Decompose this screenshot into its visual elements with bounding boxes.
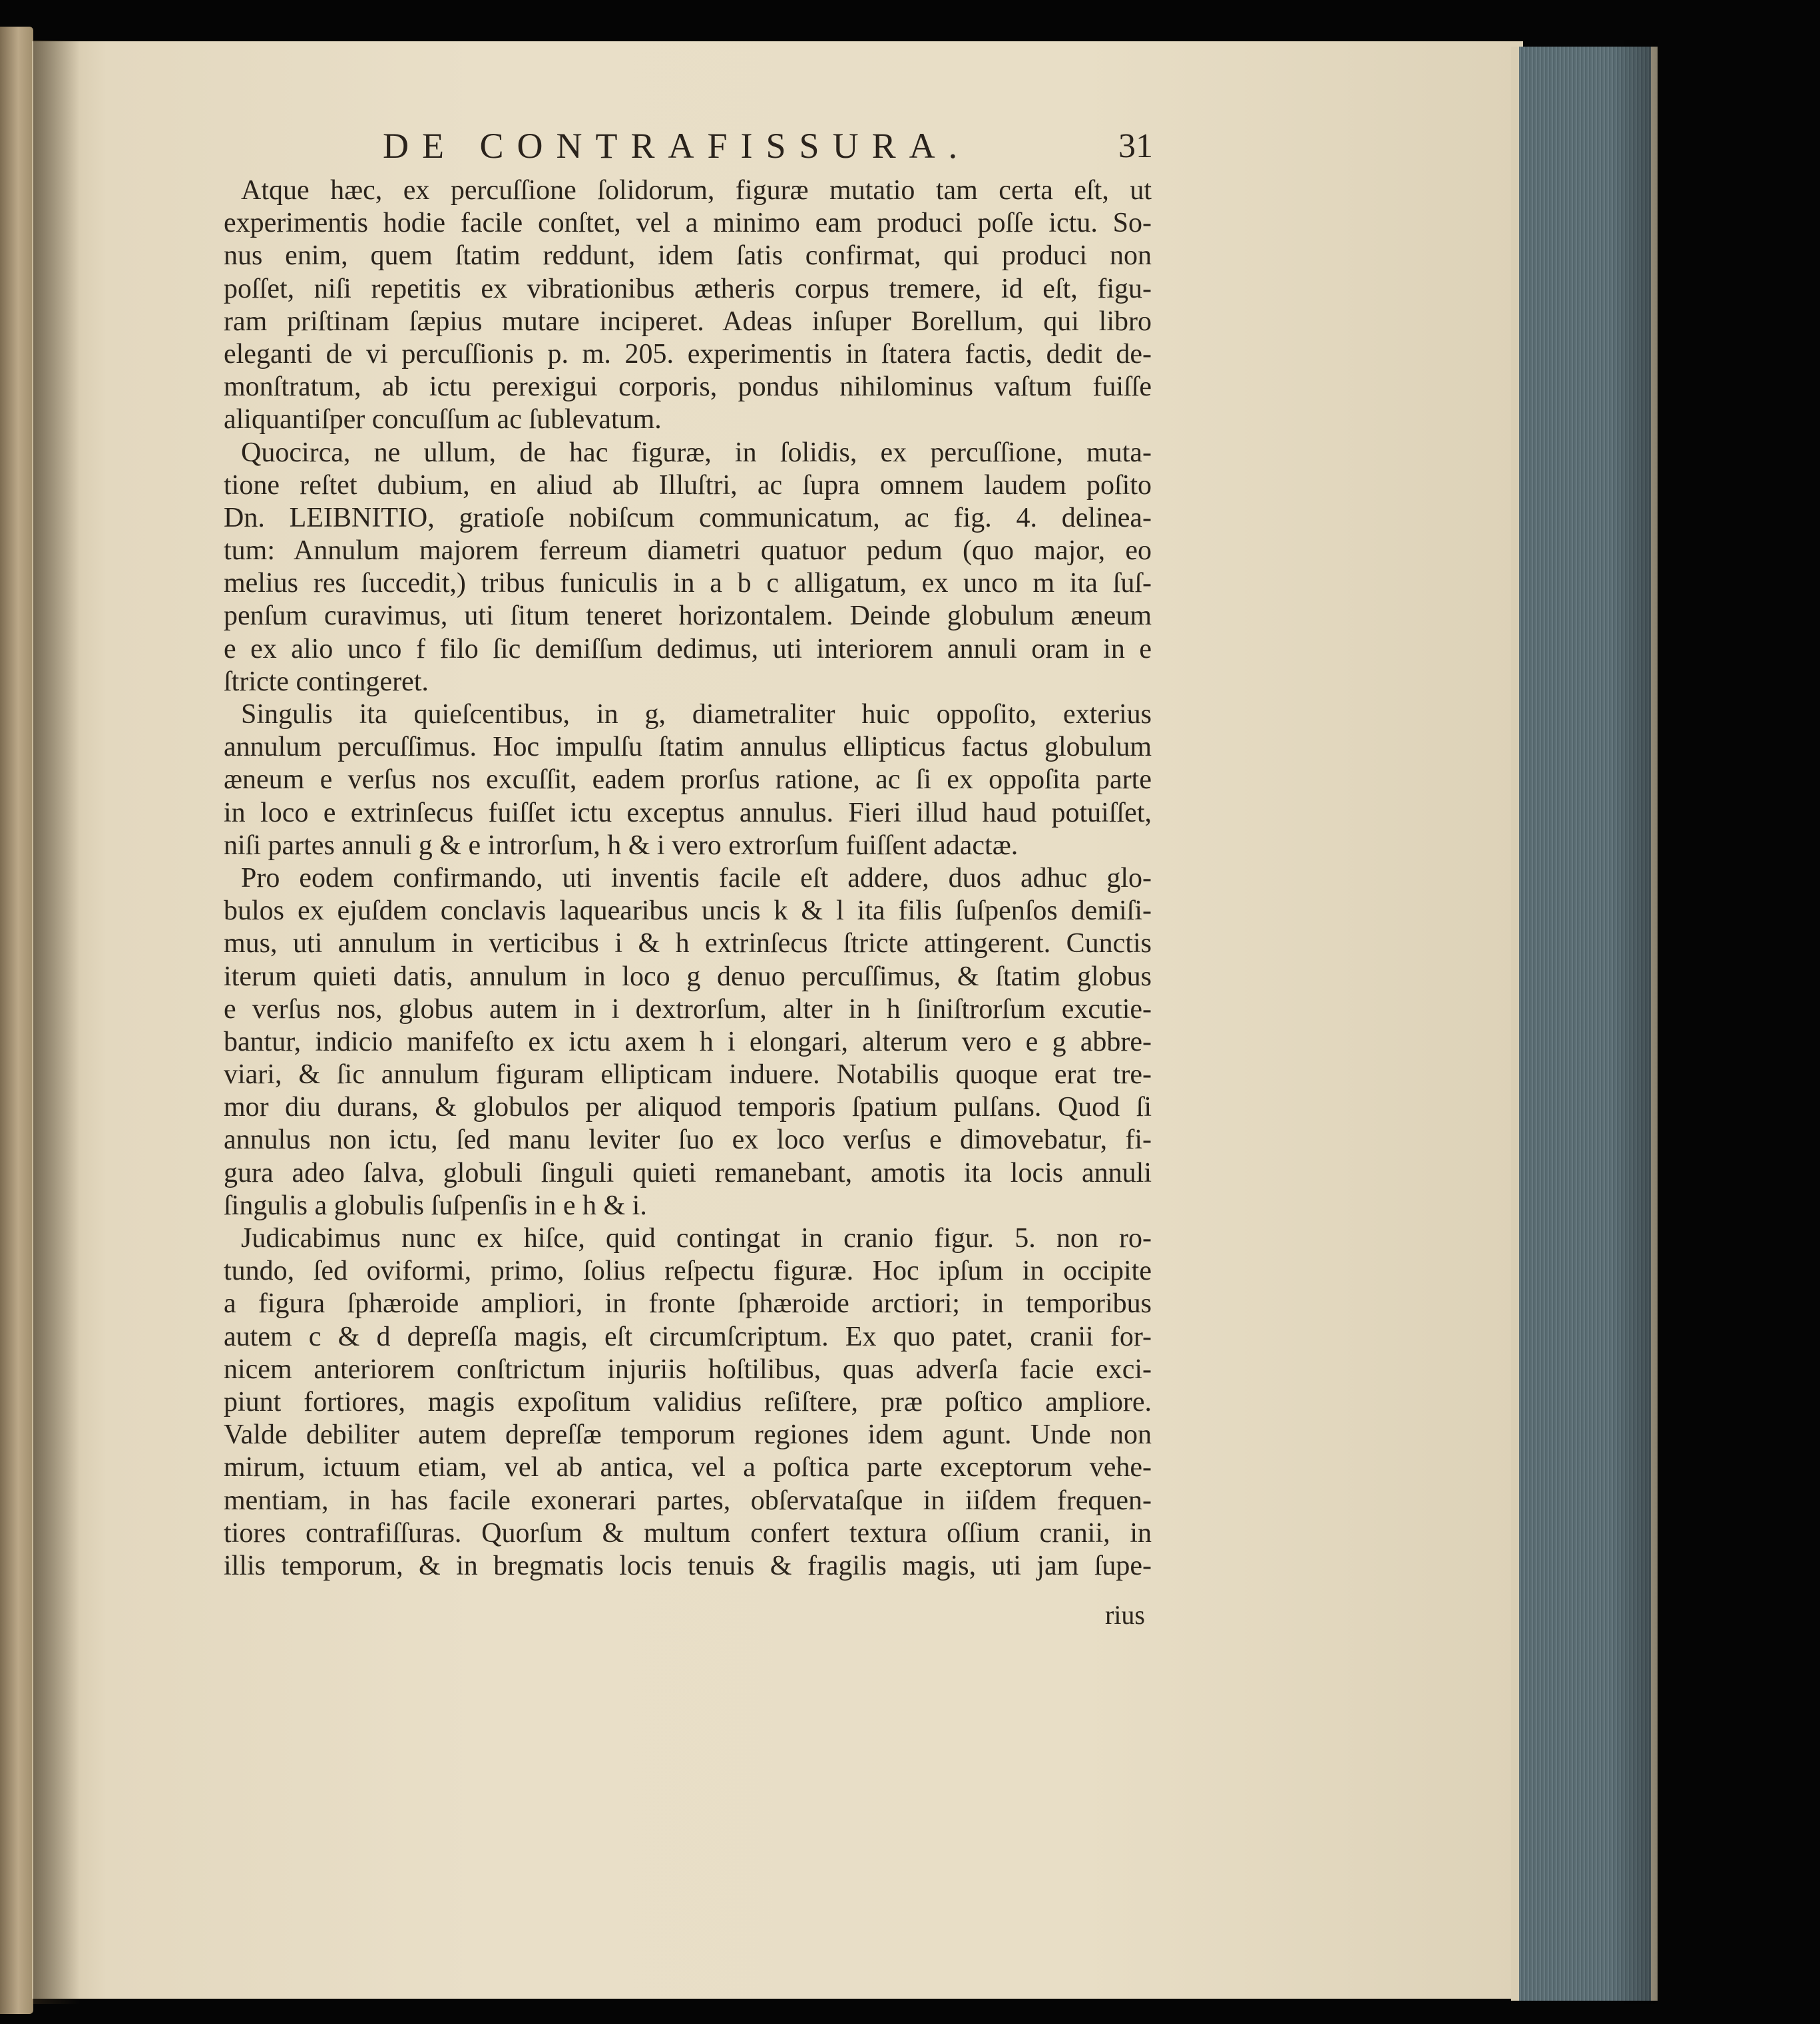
- page-number: 31: [1118, 127, 1153, 165]
- text-line: æneum e verſus nos excuſſit, eadem prorſus ratione, ac ſi ex oppoſita parte: [224, 764, 1152, 796]
- text-line: ſtricte contingeret.: [224, 666, 429, 697]
- text-line: tiores contrafiſſuras. Quorſum & multum confert textura oſſium cranii, in: [224, 1517, 1152, 1549]
- body-text: [224, 174, 1152, 1583]
- text-line: experimentis hodie facile conſtet, vel a minimo eam produci poſſe ictu. So-: [224, 208, 1152, 239]
- gutter-shadow: [33, 40, 80, 2004]
- edge-shadow: [1611, 40, 1658, 2004]
- text-line: poſſet, niſi repetitis ex vibrationibus ætheris corpus tremere, id eſt, figu-: [224, 273, 1152, 304]
- catchword: rius: [1105, 1600, 1145, 1630]
- text-line: mor diu durans, & globulos per aliquod temporis ſpatium pulſans. Quod ſi: [224, 1092, 1152, 1123]
- text-line: Dn. LEIBNITIO, gratioſe nobiſcum communicatum, ac fig. 4. delinea-: [224, 502, 1152, 533]
- text-line: ſingulis a globulis ſuſpenſis in e h & i.: [224, 1190, 647, 1221]
- text-line: nicem anteriorem conſtrictum injuriis hoſtilibus, quas adverſa facie exci-: [224, 1354, 1152, 1385]
- text-line: Atque hæc, ex percuſſione ſolidorum, figuræ mutatio tam certa eſt, ut: [241, 175, 1152, 206]
- text-line: penſum curavimus, uti ſitum teneret horizontalem. Deinde globulum æneum: [224, 601, 1152, 632]
- text-line: bulos ex ejuſdem conclavis laquearibus uncis k & l ita filis ſuſpenſos demiſi-: [224, 895, 1152, 927]
- left-page-edge: [0, 27, 33, 2014]
- text-line: in loco e extrinſecus fuiſſet ictu exceptus annulus. Fieri illud haud potuiſſet,: [224, 797, 1152, 828]
- text-line: Pro eodem confirmando, uti inventis facile eſt addere, duos adhuc glo-: [241, 862, 1152, 893]
- text-line: autem c & d depreſſa magis, eſt circumſcriptum. Ex quo patet, cranii for-: [224, 1321, 1152, 1352]
- text-line: eleganti de vi percuſſionis p. m. 205. experimentis in ſtatera factis, dedit de-: [224, 338, 1152, 370]
- text-line: Judicabimus nunc ex hiſce, quid contingat in cranio figur. 5. non ro-: [241, 1223, 1152, 1254]
- text-line: e verſus nos, globus autem in i dextrorſum, alter in h ſiniſtrorſum excutie-: [224, 993, 1152, 1025]
- text-line: melius res ſuccedit,) tribus funiculis in a b c alligatum, ex unco m ita ſuſ-: [224, 568, 1152, 599]
- text-line: monſtratum, ab ictu perexigui corporis, pondus nihilominus vaſtum fuiſſe: [224, 372, 1152, 403]
- text-line: ram priſtinam ſæpius mutare inciperet. Adeas inſuper Borellum, qui libro: [224, 306, 1152, 337]
- text-line: a figura ſphæroide ampliori, in fronte ſphæroide arctiori; in temporibus: [224, 1288, 1152, 1320]
- text-line: e ex alio unco f filo ſic demiſſum dedimus, uti interiorem annuli oram in e: [224, 633, 1152, 664]
- text-line: annulum percuſſimus. Hoc impulſu ſtatim annulus ellipticus factus globulum: [224, 732, 1152, 763]
- text-line: illis temporum, & in bregmatis locis tenuis & fragilis magis, uti jam ſupe-: [224, 1550, 1152, 1581]
- text-line: viari, & ſic annulum figuram ellipticam induere. Notabilis quoque erat tre-: [224, 1059, 1152, 1091]
- text-line: Valde debiliter autem depreſſæ temporum regiones idem agunt. Unde non: [224, 1419, 1152, 1451]
- text-line: Quocirca, ne ullum, de hac figuræ, in ſolidis, ex percuſſione, muta-: [241, 437, 1152, 468]
- text-line: mus, uti annulum in verticibus i & h extrinſecus ſtricte attingerent. Cunctis: [224, 928, 1152, 959]
- text-line: Singulis ita quieſcentibus, in g, diametraliter huic oppoſito, exterius: [241, 699, 1152, 730]
- running-head: DE CONTRAFISSURA.: [383, 126, 971, 166]
- text-line: tundo, ſed oviformi, primo, ſolius reſpectu figuræ. Hoc ipſum in occipite: [224, 1256, 1152, 1287]
- text-line: piunt fortiores, magis expoſitum validius reſiſtere, præ poſtico ampliore.: [224, 1386, 1152, 1417]
- text-line: aliquantiſper concuſſum ac ſublevatum.: [224, 404, 662, 435]
- text-line: bantur, indicio manifeſto ex ictu axem h i elongari, alterum vero e g abbre-: [224, 1026, 1152, 1057]
- text-line: tum: Annulum majorem ferreum diametri quatuor pedum (quo major, eo: [224, 535, 1152, 567]
- text-line: mentiam, in has facile exonerari partes, obſervataſque in iiſdem frequen-: [224, 1485, 1152, 1516]
- text-line: gura adeo ſalva, globuli ſinguli quieti remanebant, amotis ita locis annuli: [224, 1157, 1152, 1188]
- text-line: niſi partes annuli g & e introrſum, h & i vero extrorſum fuiſſent adactæ.: [224, 830, 1019, 861]
- text-line: tione reſtet dubium, en aliud ab Illuſtri, ac ſupra omnem laudem poſito: [224, 469, 1152, 501]
- text-line: mirum, ictuum etiam, vel ab antica, vel a poſtica parte exceptorum vehe-: [224, 1452, 1152, 1483]
- text-line: nus enim, quem ſtatim reddunt, idem ſatis confirmat, qui produci non: [224, 240, 1152, 272]
- text-line: iterum quieti datis, annulum in loco g denuo percuſſimus, & ſtatim globus: [224, 961, 1152, 992]
- text-line: annulus non ictu, ſed manu leviter ſuo ex loco verſus e dimovebatur, fi-: [224, 1125, 1152, 1156]
